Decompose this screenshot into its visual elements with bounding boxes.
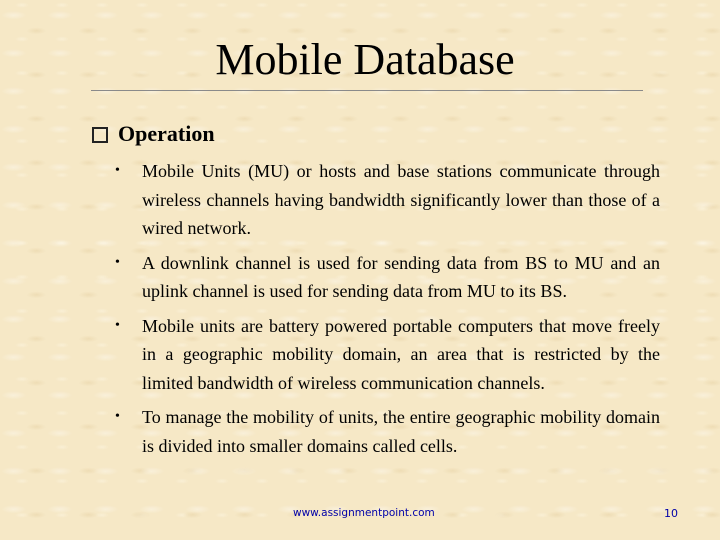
list-item [110, 157, 660, 243]
footer-url[interactable]: www.assignmentpoint.com [293, 507, 435, 519]
list-item-text: Mobile Units (MU) or hosts and base stations communicate through wireless channels having bandwidth significantly lower than those of a wired network. [142, 161, 660, 238]
bullet-icon: • [115, 317, 120, 333]
title-divider [91, 90, 643, 91]
slide-title: Mobile Database [215, 35, 515, 84]
section-heading-label: Operation [118, 121, 215, 146]
checkbox-icon [92, 127, 108, 143]
bullet-icon: • [115, 254, 120, 270]
list-item-text: A downlink channel is used for sending data from BS to MU and an uplink channel is used for sending data from MU to its BS. [142, 252, 660, 301]
page-number: 10 [664, 507, 678, 520]
list-item [110, 249, 660, 306]
list-item [110, 312, 660, 398]
bullet-icon: • [115, 163, 120, 178]
bullet-icon: • [115, 409, 120, 424]
section-heading [92, 120, 215, 148]
bullet-list [110, 157, 660, 466]
list-item [110, 403, 660, 460]
list-item-text: Mobile units are battery powered portable computers that move freely in a geographic mobility domain, an area that is restricted by the limited bandwidth of wireless communication channels. [142, 315, 660, 393]
list-item-text: To manage the mobility of units, the entire geographic mobility domain is divided into smaller domains called cells. [142, 407, 660, 456]
